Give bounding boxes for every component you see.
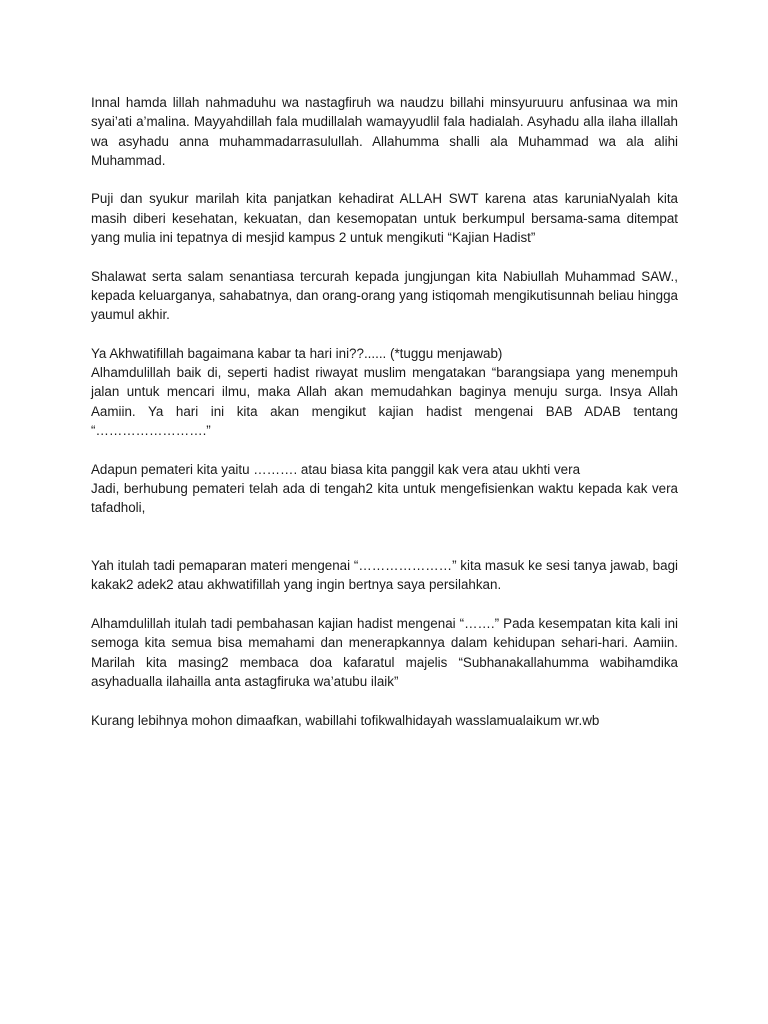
paragraph-closing-prayer: Alhamdulillah itulah tadi pembahasan kajian hadist mengenai “…….” Pada kesempatan kita kali ini semoga kita semua bisa memahami dan menerapkannya dalam kehidupan sehari-hari. Aamiin. Marilah kita masing2 membaca doa kafaratul majelis “Subhanakallahumma wabihamdika asyhadualla ilahailla anta astagfiruka wa’atubu ilaik” <box>91 616 678 689</box>
document-body <box>91 93 678 749</box>
paragraph-handover: Jadi, berhubung pemateri telah ada di tengah2 kita untuk mengefisienkan waktu kepada kak vera tafadholi, <box>91 480 678 516</box>
paragraph-gratitude: Puji dan syukur marilah kita panjatkan kehadirat ALLAH SWT karena atas karuniaNyalah kita masih diberi kesehatan, kekuatan, dan kesemopatan untuk berkumpul bersama-sama ditempat yang mulia ini tepatnya di mesjid kampus 2 untuk mengikuti “Kajian Hadist” <box>91 191 678 246</box>
paragraph-hadist-intro: Alhamdulillah baik di, seperti hadist riwayat muslim mengatakan “barangsiapa yang menempuh jalan untuk mencari ilmu, maka Allah akan memudahkan baginya menuju surga. Insya Allah Aamiin. Ya hari ini kita akan mengikut kajian hadist mengenai BAB ADAB tentang “…………………….” <box>91 365 678 439</box>
paragraph-greeting-question: Ya Akhwatifillah bagaimana kabar ta hari ini??...... (*tuggu menjawab) <box>91 345 503 361</box>
paragraph-farewell: Kurang lebihnya mohon dimaafkan, wabillahi tofikwalhidayah wasslamualaikum wr.wb <box>91 712 600 728</box>
paragraph-qa-session: Yah itulah tadi pemaparan materi mengenai “…………………” kita masuk ke sesi tanya jawab, bagi kakak2 adek2 atau akhwatifillah yang ingin bertnya saya persilahkan. <box>91 558 678 593</box>
paragraph-opening-prayer: Innal hamda lillah nahmaduhu wa nastagfiruh wa naudzu billahi minsyuruuru anfusinaa wa min syai’ati a’malina. Mayyahdillah fala mudillalah wamayyudlil fala hadialah. Asyhadu alla ilaha illallah wa asyhadu anna muhammadarrasulullah. Allahumma shalli ala Muhammad wa ala alihi Muhammad. <box>91 95 678 168</box>
paragraph-speaker-intro: Adapun pemateri kita yaitu ………. atau biasa kita panggil kak vera atau ukhti vera <box>91 461 581 477</box>
paragraph-shalawat: Shalawat serta salam senantiasa tercurah kepada jungjungan kita Nabiullah Muhammad SAW., kepada keluarganya, sahabatnya, dan orang-orang yang istiqomah mengikutisunnah beliau hingga yaumul akhir. <box>91 268 678 323</box>
